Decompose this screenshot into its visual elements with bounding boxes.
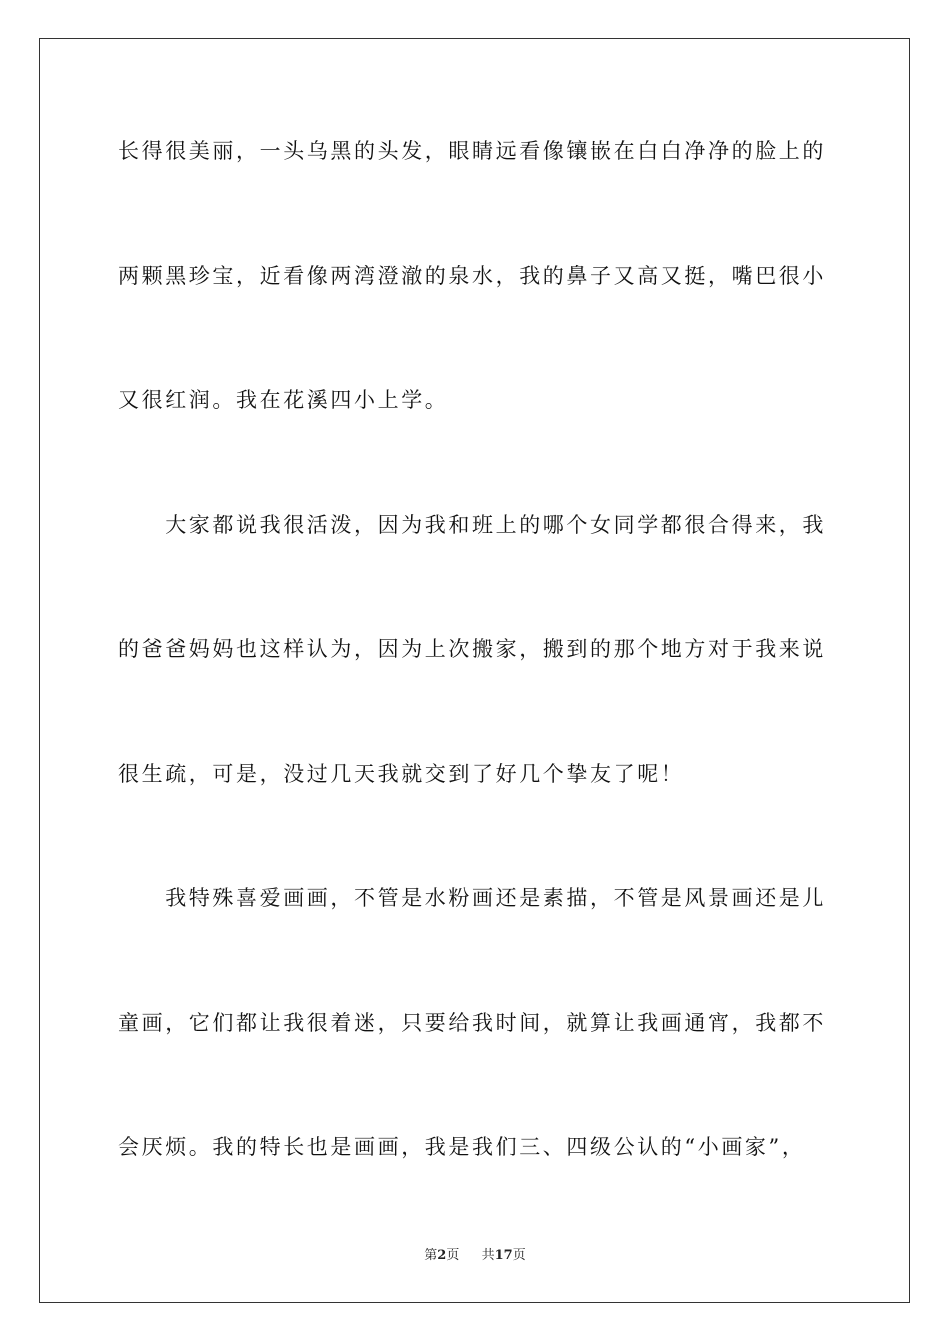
text-line-7: 我特殊喜爱画画，不管是水粉画还是素描，不管是风景画还是儿 xyxy=(118,886,826,910)
text-line-8: 童画，它们都让我很着迷，只要给我时间，就算让我画通宵，我都不 xyxy=(118,1011,826,1035)
page-footer xyxy=(0,1248,950,1264)
page-prefix: 第 xyxy=(424,1248,438,1263)
current-page: 2 xyxy=(437,1248,447,1263)
text-line-3: 又很红润。我在花溪四小上学。 xyxy=(118,388,449,412)
page-suffix: 页 xyxy=(446,1248,460,1263)
text-line-4: 大家都说我很活泼，因为我和班上的哪个女同学都很合得来，我 xyxy=(118,513,826,537)
total-prefix: 共 xyxy=(481,1248,495,1263)
total-pages: 17 xyxy=(494,1248,513,1263)
text-line-6: 很生疏，可是，没过几天我就交到了好几个挚友了呢！ xyxy=(118,762,685,786)
text-line-5: 的爸爸妈妈也这样认为，因为上次搬家，搬到的那个地方对于我来说 xyxy=(118,637,826,661)
text-line-9: 会厌烦。我的特长也是画画，我是我们三、四级公认的“小画家”， xyxy=(118,1135,806,1159)
text-line-2: 两颗黑珍宝，近看像两湾澄澈的泉水，我的鼻子又高又挺，嘴巴很小 xyxy=(118,264,826,288)
total-suffix: 页 xyxy=(512,1248,526,1263)
text-line-1: 长得很美丽，一头乌黑的头发，眼睛远看像镶嵌在白白净净的脸上的 xyxy=(118,139,826,163)
page-number xyxy=(424,1248,459,1264)
page-total xyxy=(482,1248,526,1264)
page-border xyxy=(39,38,910,1303)
